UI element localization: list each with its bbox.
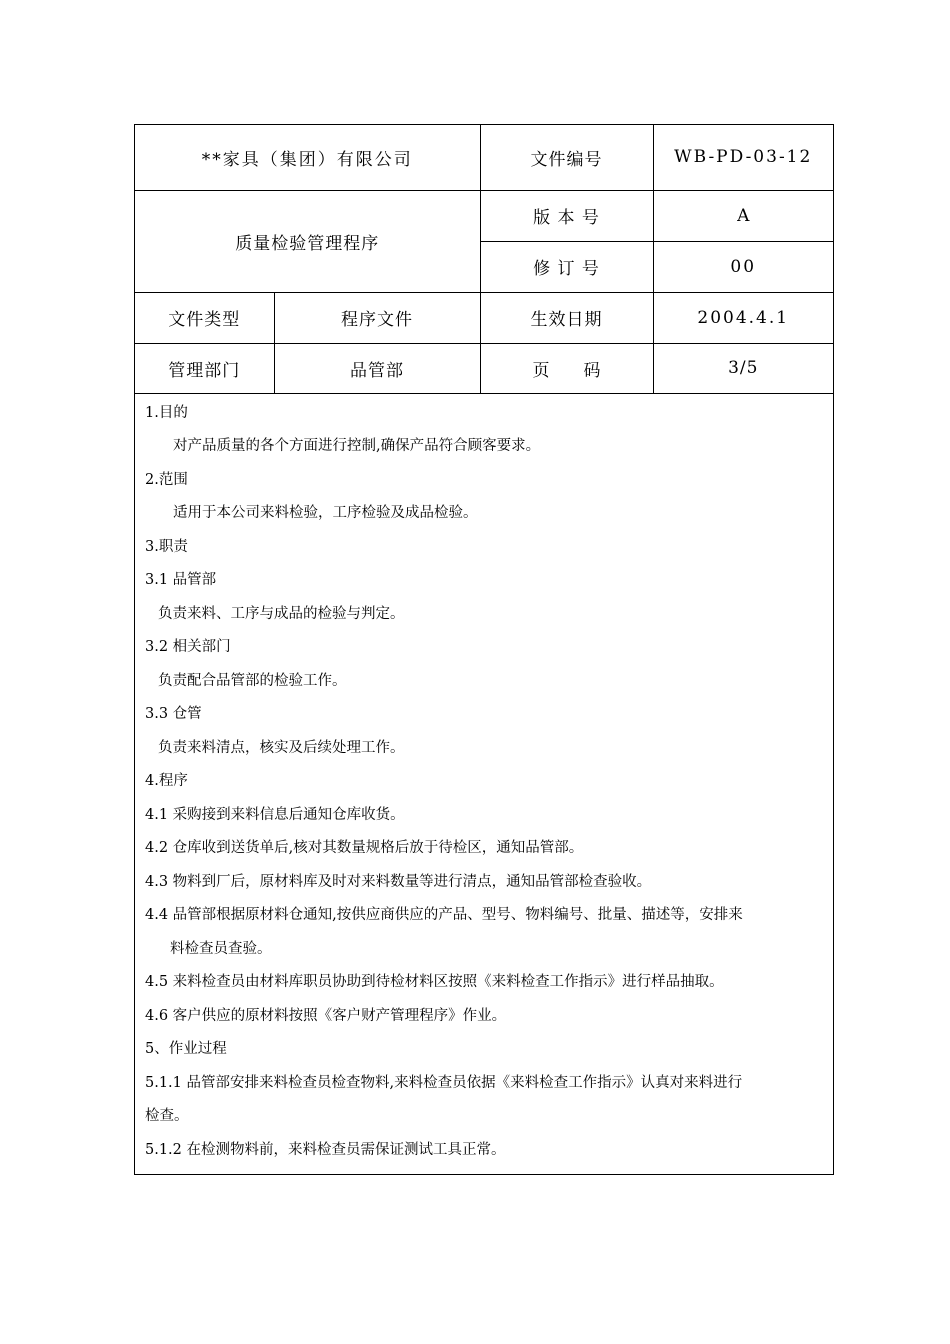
dept-value: 品管部 <box>274 343 480 393</box>
company-name: **家具（集团）有限公司 <box>135 125 480 190</box>
subsection-heading: 3.3 仓管 <box>145 706 202 722</box>
document-frame <box>134 124 834 1175</box>
subsection-heading: 3.2 相关部门 <box>145 639 231 655</box>
list-item: 4.1 采购接到来料信息后通知仓库收货。 <box>145 806 405 823</box>
doc-type-label: 文件类型 <box>135 292 274 343</box>
version-label: 版 本 号 <box>480 190 653 241</box>
list-item-continuation: 料检查员查验。 <box>170 940 272 957</box>
paragraph: 负责来料清点，核实及后续处理工作。 <box>158 739 405 756</box>
doc-title: 质量检验管理程序 <box>135 190 480 292</box>
section-heading: 2.范围 <box>145 471 188 488</box>
effective-date-value: 2004.4.1 <box>653 292 833 343</box>
list-item: 4.5 来料检查员由材料库职员协助到待检材料区按照《来料检查工作指示》进行样品抽取。 <box>145 974 724 990</box>
revision-label: 修 订 号 <box>480 241 653 292</box>
section-heading: 3.职责 <box>145 538 188 555</box>
doc-number: WB-PD-03-12 <box>653 125 833 190</box>
list-item: 4.6 客户供应的原材料按照《客户财产管理程序》作业。 <box>145 1007 507 1024</box>
list-item: 5.1.1 品管部安排来料检查员检查物料,来料检查员依据《来料检查工作指示》认真对来料进行 <box>145 1074 743 1091</box>
doc-type-value: 程序文件 <box>274 292 480 343</box>
list-item-continuation: 检查。 <box>145 1108 189 1124</box>
paragraph: 负责来料、工序与成品的检验与判定。 <box>158 605 405 622</box>
paragraph: 适用于本公司来料检验，工序检验及成品检验。 <box>173 505 478 521</box>
list-item: 4.4 品管部根据原材料仓通知,按供应商供应的产品、型号、物料编号、批量、描述等，安排来 <box>145 907 743 923</box>
effective-date-label: 生效日期 <box>480 292 653 343</box>
dept-label: 管理部门 <box>135 343 274 393</box>
section-heading: 5、作业过程 <box>145 1041 227 1057</box>
section-heading: 1.目的 <box>145 404 188 421</box>
version-value: A <box>653 190 833 241</box>
doc-number-label: 文件编号 <box>480 125 653 190</box>
list-item: 4.3 物料到厂后，原材料库及时对来料数量等进行清点，通知品管部检查验收。 <box>145 873 652 890</box>
paragraph: 对产品质量的各个方面进行控制,确保产品符合顾客要求。 <box>173 438 541 454</box>
document-body <box>135 394 833 1168</box>
section-heading: 4.程序 <box>145 773 188 789</box>
list-item: 4.2 仓库收到送货单后,核对其数量规格后放于待检区，通知品管部。 <box>145 840 584 856</box>
paragraph: 负责配合品管部的检验工作。 <box>158 672 347 689</box>
header-table <box>135 125 833 394</box>
revision-value: 00 <box>653 241 833 292</box>
page-value: 3/5 <box>653 343 833 393</box>
subsection-heading: 3.1 品管部 <box>145 572 217 588</box>
list-item: 5.1.2 在检测物料前，来料检查员需保证测试工具正常。 <box>145 1141 506 1158</box>
page-label: 页 码 <box>480 343 653 393</box>
